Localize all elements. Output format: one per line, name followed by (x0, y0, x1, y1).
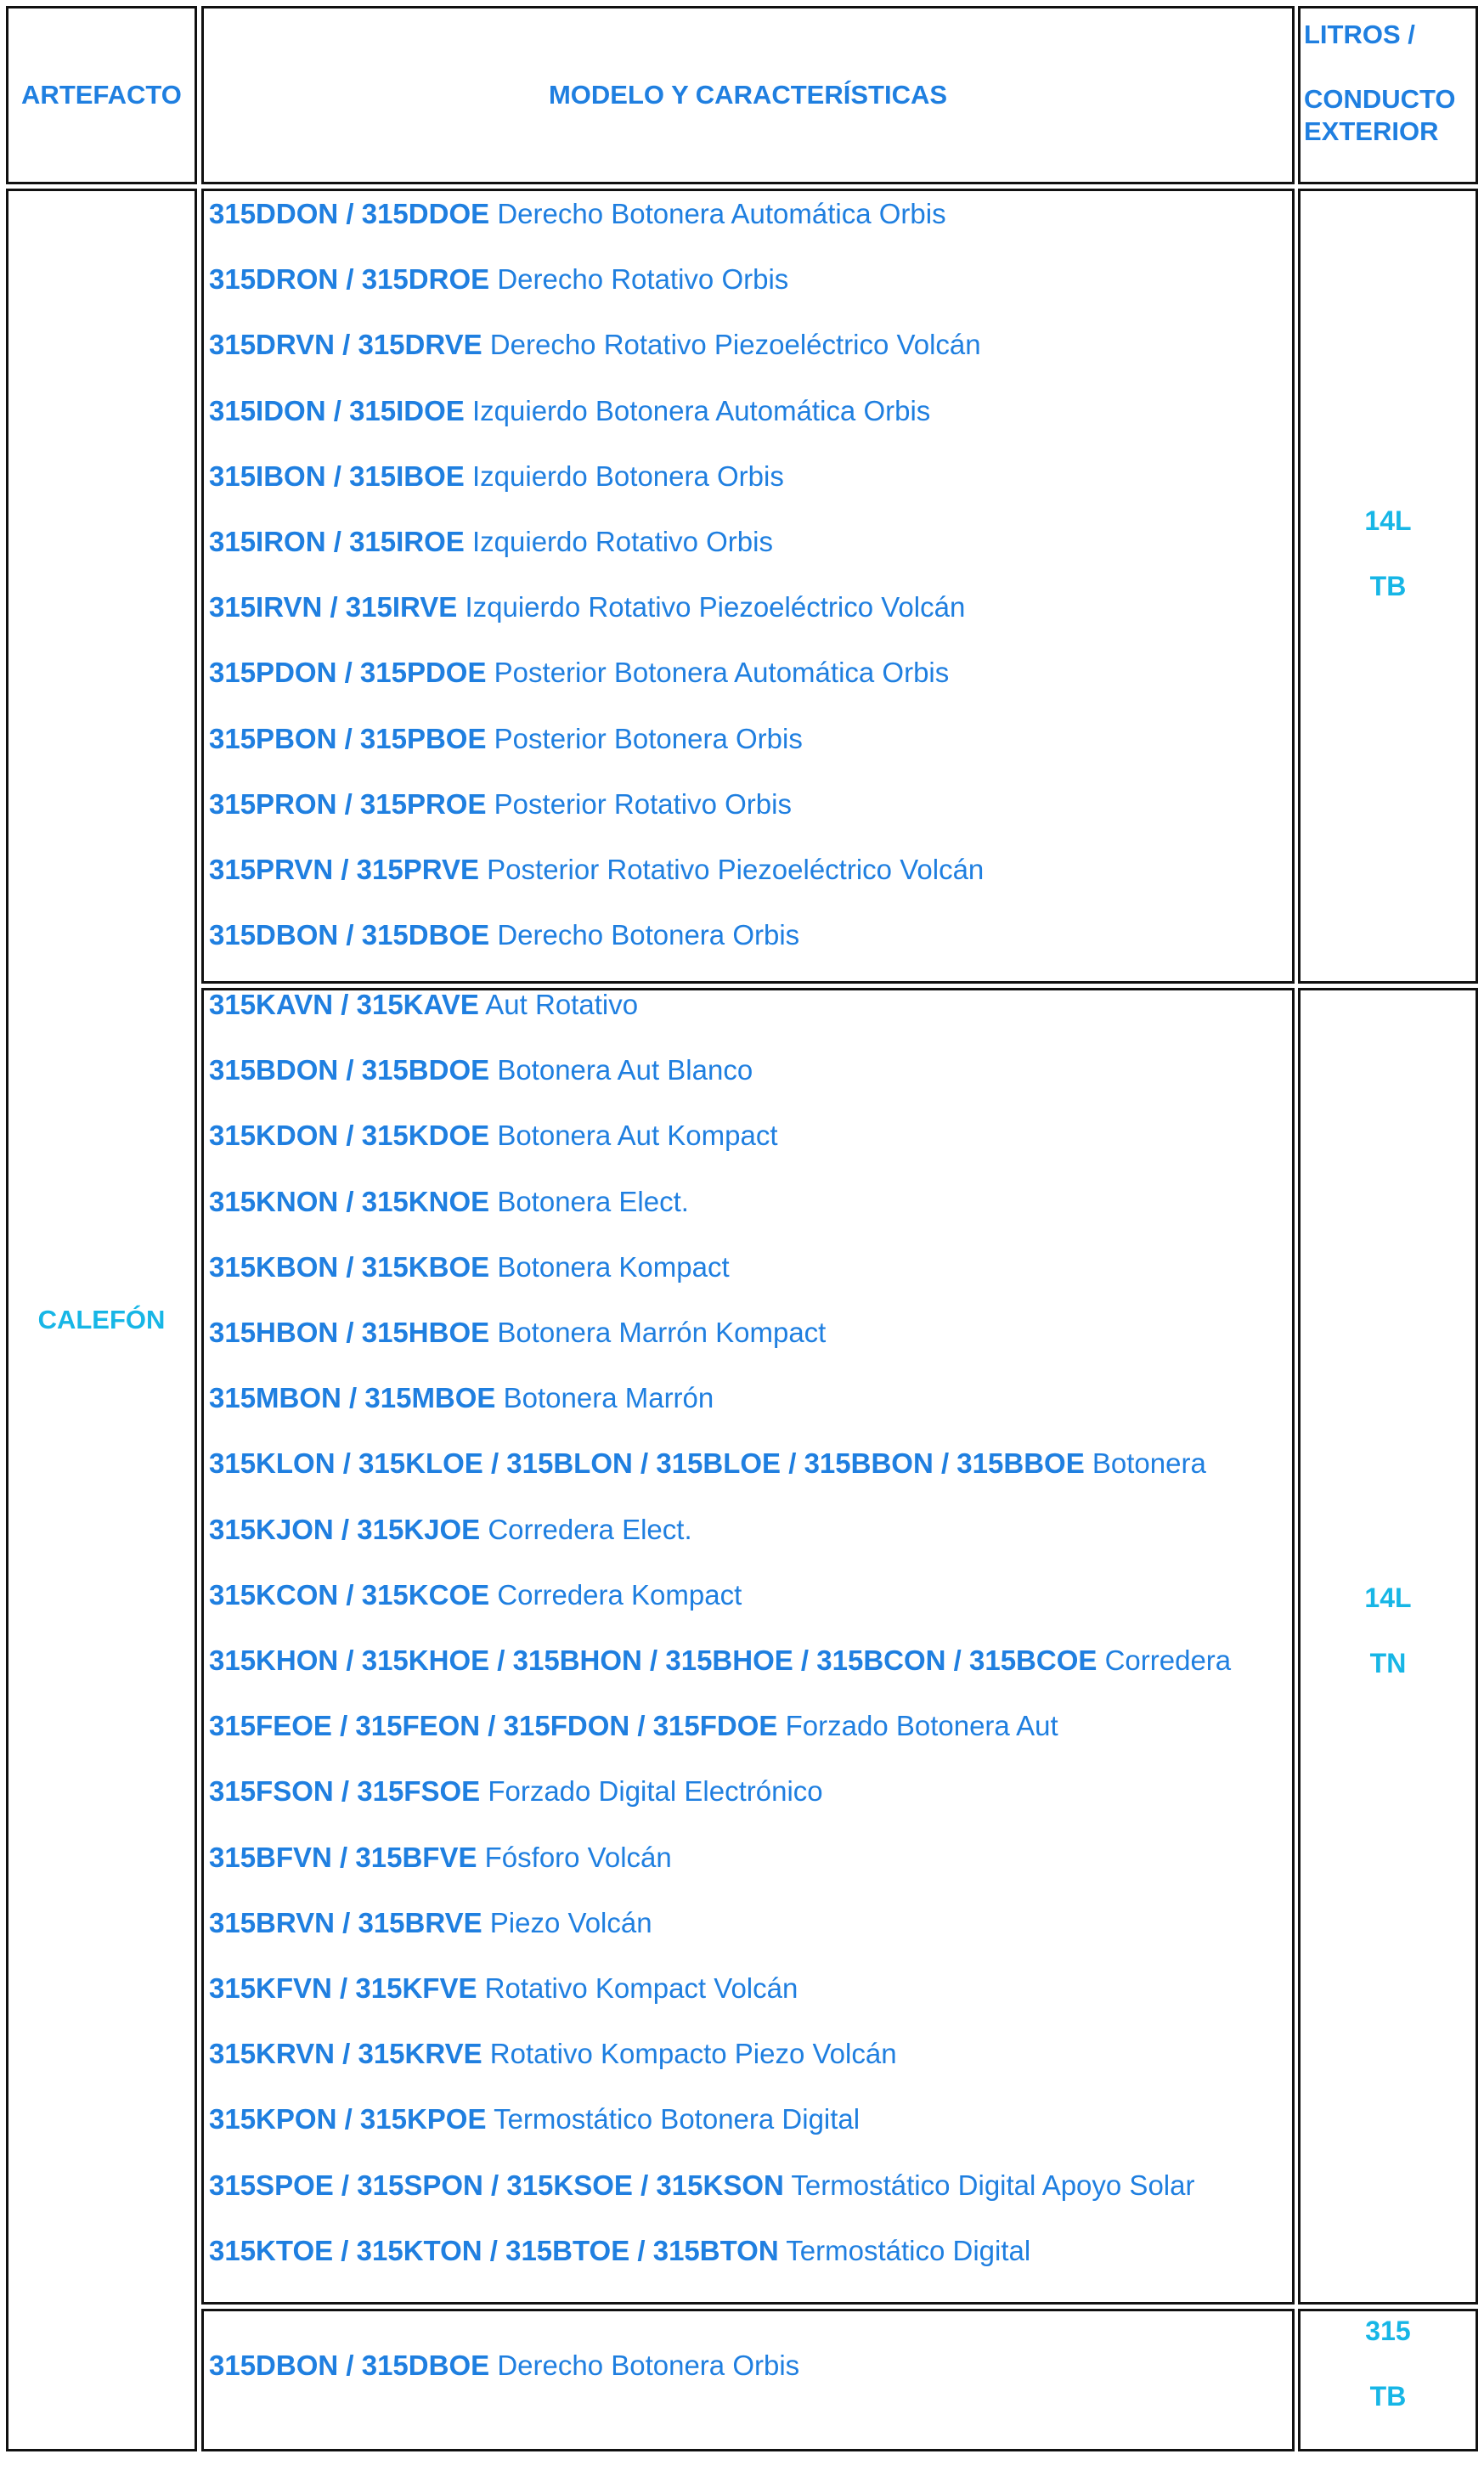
category-cell (6, 189, 197, 2451)
model-row (209, 1758, 823, 1824)
model-row (209, 1955, 798, 2021)
model-codes: 315BRVN / 315BRVE (209, 1906, 482, 1938)
model-row (209, 1497, 692, 1562)
model-row (209, 1825, 672, 1890)
model-codes: 315BFVN / 315BFVE (209, 1841, 477, 1873)
model-description: Aut Rotativo (485, 989, 639, 1020)
model-row (209, 574, 965, 640)
model-codes: 315SPOE / 315SPON / 315KSOE / 315KSON (209, 2169, 784, 2201)
model-description: Izquierdo Rotativo Orbis (471, 526, 773, 557)
model-codes: 315DRON / 315DROE (209, 263, 490, 296)
header-litros (1298, 6, 1478, 184)
model-codes: 315PBON / 315PBOE (209, 722, 487, 754)
group-2-models (201, 988, 1295, 2305)
model-row (209, 181, 946, 246)
model-row (209, 2021, 897, 2086)
model-description: Izquierdo Botonera Automática Orbis (471, 394, 931, 426)
model-row (209, 312, 981, 377)
model-description: Forzado Botonera Aut (785, 1710, 1058, 1742)
model-description: Derecho Botonera Orbis (497, 2350, 800, 2381)
model-description: Termostático Digital (786, 2234, 1031, 2266)
group-1-conducto: TB (1369, 571, 1407, 601)
model-description: Rotativo Kompacto Piezo Volcán (489, 2038, 897, 2070)
model-codes: 315KRVN / 315KRVE (209, 2038, 482, 2070)
model-row (209, 1562, 742, 1628)
model-codes: 315KTOE / 315KTON / 315BTOE / 315BTON (209, 2234, 779, 2266)
model-row (209, 443, 784, 509)
group-3-models (201, 2309, 1295, 2451)
model-row (209, 1037, 753, 1103)
model-codes: 315FEOE / 315FEON / 315FDON / 315FDOE (209, 1710, 778, 1742)
model-codes: 315KFVN / 315KFVE (209, 1972, 477, 2004)
model-row (209, 1628, 1231, 1693)
header-artefacto (6, 6, 197, 184)
header-litros-line3: EXTERIOR (1304, 116, 1439, 146)
model-codes: 315KAVN / 315KAVE (209, 989, 479, 1020)
header-artefacto-label: ARTEFACTO (21, 80, 182, 110)
model-codes: 315PRON / 315PROE (209, 787, 487, 820)
header-modelo (201, 6, 1295, 184)
model-codes: 315DDON / 315DDOE (209, 198, 490, 229)
model-row (209, 837, 984, 902)
model-row (209, 1693, 1058, 1758)
model-codes: 315IBON / 315IBOE (209, 460, 465, 492)
header-modelo-label: MODELO Y CARACTERÍSTICAS (548, 80, 948, 110)
model-codes: 315KJON / 315KJOE (209, 1513, 481, 1545)
model-row (209, 1169, 689, 1234)
model-codes: 315KHON / 315KHOE / 315BHON / 315BHOE / 315BCON / 315BCOE (209, 1645, 1097, 1676)
model-codes: 315KDON / 315KDOE (209, 1120, 490, 1152)
model-row (209, 2218, 1030, 2283)
model-description: Izquierdo Rotativo Piezoeléctrico Volcán (465, 591, 966, 623)
model-row (209, 1234, 730, 1300)
model-codes: 315KCON / 315KCOE (209, 1578, 490, 1611)
group-2-conducto: TN (1369, 1648, 1407, 1678)
model-row (209, 1890, 652, 1955)
group-3-litros: 315 (1365, 2316, 1411, 2346)
model-description: Botonera (1092, 1447, 1206, 1480)
model-codes: 315BDON / 315BDOE (209, 1054, 490, 1086)
model-codes: 315PDON / 315PDOE (209, 657, 487, 689)
model-row (209, 972, 638, 1037)
model-codes: 315IRVN / 315IRVE (209, 591, 458, 623)
model-description: Corredera Kompact (497, 1578, 742, 1611)
model-description: Posterior Rotativo Orbis (494, 787, 792, 820)
model-description: Botonera Elect. (497, 1185, 689, 1217)
group-1-litros-cell (1298, 189, 1478, 984)
group-2-litros: 14L (1364, 1582, 1412, 1613)
model-row (209, 2086, 860, 2152)
model-description: Botonera Aut Kompact (497, 1120, 778, 1152)
model-codes: 315PRVN / 315PRVE (209, 854, 479, 885)
model-codes: 315KPON / 315KPOE (209, 2103, 487, 2135)
model-description: Izquierdo Botonera Orbis (471, 460, 784, 492)
model-row (209, 1103, 778, 1168)
model-description: Piezo Volcán (489, 1906, 652, 1938)
model-description: Fósforo Volcán (484, 1841, 672, 1873)
model-row (209, 246, 788, 312)
model-description: Derecho Botonera Automática Orbis (497, 198, 946, 229)
model-codes: 315MBON / 315MBOE (209, 1382, 496, 1414)
group-1-litros: 14L (1364, 505, 1412, 536)
model-row (209, 378, 930, 443)
group-3-conducto: TB (1369, 2381, 1407, 2412)
model-codes: 315KNON / 315KNOE (209, 1185, 490, 1217)
model-codes: 315FSON / 315FSOE (209, 1775, 481, 1808)
model-row (209, 771, 792, 837)
model-row (209, 902, 799, 968)
model-row (209, 1300, 826, 1365)
model-codes: 315DBON / 315DBOE (209, 2350, 490, 2381)
model-description: Posterior Botonera Orbis (494, 722, 803, 754)
model-description: Corredera Elect. (488, 1513, 692, 1545)
model-description: Posterior Rotativo Piezoeléctrico Volcán (487, 854, 985, 885)
model-row (209, 509, 773, 574)
model-codes: 315KBON / 315KBOE (209, 1250, 490, 1283)
header-litros-line2: CONDUCTO (1304, 84, 1456, 114)
model-codes: 315DBON / 315DBOE (209, 919, 490, 951)
model-description: Corredera (1104, 1645, 1232, 1676)
model-codes: 315DRVN / 315DRVE (209, 329, 482, 361)
model-description: Botonera Marrón (503, 1382, 714, 1414)
model-description: Derecho Rotativo Orbis (497, 263, 789, 296)
model-description: Termostático Botonera Digital (494, 2103, 860, 2135)
header-litros-line1: LITROS / (1304, 20, 1415, 49)
model-description: Botonera Kompact (497, 1250, 730, 1283)
model-description: Rotativo Kompact Volcán (484, 1972, 798, 2004)
model-description: Botonera Aut Blanco (497, 1054, 753, 1086)
model-description: Derecho Botonera Orbis (497, 919, 800, 951)
model-row (209, 1365, 714, 1430)
model-description: Posterior Botonera Automática Orbis (494, 657, 950, 689)
category-label: CALEFÓN (37, 1305, 166, 1334)
model-row (209, 640, 949, 705)
group-1-models (201, 189, 1295, 984)
group-3-litros-cell (1298, 2309, 1478, 2451)
group-2-litros-cell (1298, 988, 1478, 2305)
model-row (209, 2152, 1194, 2218)
model-row (209, 1430, 1206, 1496)
model-description: Termostático Digital Apoyo Solar (791, 2169, 1195, 2201)
model-codes: 315IDON / 315IDOE (209, 394, 465, 426)
model-description: Botonera Marrón Kompact (497, 1317, 827, 1348)
model-description: Derecho Rotativo Piezoeléctrico Volcán (489, 329, 981, 361)
model-row (209, 2333, 799, 2398)
model-codes: 315IRON / 315IROE (209, 526, 465, 557)
model-row (209, 706, 803, 771)
model-codes: 315HBON / 315HBOE (209, 1317, 490, 1348)
model-description: Forzado Digital Electrónico (488, 1775, 823, 1808)
model-codes: 315KLON / 315KLOE / 315BLON / 315BLOE / 315BBON / 315BBOE (209, 1447, 1085, 1480)
